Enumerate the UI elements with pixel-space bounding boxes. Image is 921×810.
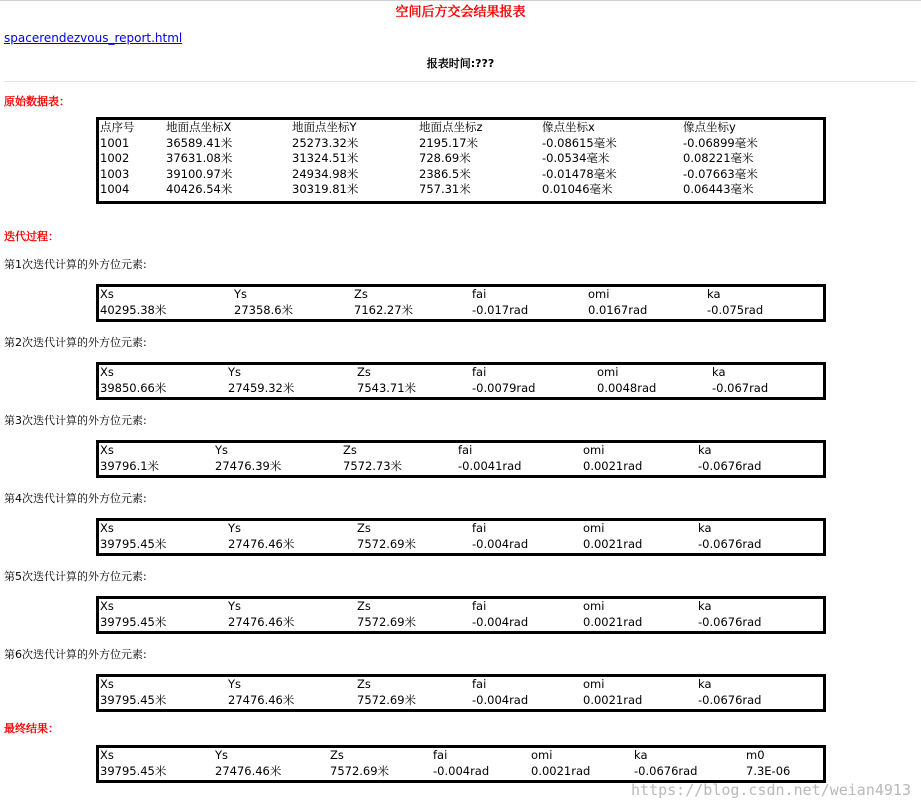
table-cell: 39795.45米 (100, 536, 167, 551)
table-row (99, 136, 823, 152)
table-cell: 39100.97米 (166, 166, 233, 181)
table-cell: -0.017rad (472, 302, 529, 317)
report-link[interactable]: spacerendezvous_report.html (4, 31, 183, 45)
table-row (99, 764, 823, 780)
table-header-cell: fai (472, 599, 487, 613)
table-cell: 757.31米 (419, 182, 471, 196)
iteration-5-table (96, 596, 826, 634)
iteration-1-label: 第1次迭代计算的外方位元素: (4, 258, 147, 271)
table-header-cell: omi (583, 599, 605, 613)
table-header-cell: Zs (357, 677, 371, 691)
table-header-cell: omi (583, 521, 605, 535)
table-cell: 728.69米 (419, 151, 471, 165)
table-header-cell: ka (707, 287, 721, 301)
table-cell: -0.0676rad (634, 763, 698, 778)
table-cell: 27476.46米 (228, 536, 295, 551)
iteration-5-label: 第5次迭代计算的外方位元素: (4, 570, 147, 583)
table-cell: 27358.6米 (234, 302, 294, 317)
top-divider (0, 0, 921, 1)
table-cell: 25273.32米 (292, 135, 359, 150)
header-divider (4, 81, 917, 82)
iteration-3-table (96, 440, 826, 478)
section-final-title: 最终结果： (4, 722, 59, 735)
table-header-cell: Ys (228, 677, 242, 691)
table-cell: -0.0041rad (458, 458, 522, 473)
table-cell: 1004 (100, 182, 130, 196)
iteration-6-label: 第6次迭代计算的外方位元素: (4, 648, 147, 661)
table-cell: 36589.41米 (166, 135, 233, 150)
table-cell: 31324.51米 (292, 151, 359, 165)
table-cell: -0.004rad (433, 763, 490, 778)
table-header-cell: omi (583, 677, 605, 691)
table-cell: -0.0676rad (698, 614, 762, 629)
table-cell: 0.01046毫米 (542, 182, 613, 196)
table-cell: 2195.17米 (419, 135, 479, 150)
raw-data-table (96, 117, 826, 204)
table-header-cell: 地面点坐标Y (292, 120, 357, 134)
section-raw-title: 原始数据表： (4, 95, 70, 108)
table-cell: 7572.73米 (343, 458, 403, 473)
table-header-row (99, 365, 823, 381)
table-header-cell: Zs (357, 521, 371, 535)
table-cell: -0.0534毫米 (542, 151, 610, 165)
table-header-cell: fai (433, 748, 448, 762)
table-header-cell: 像点坐标y (683, 120, 736, 134)
table-cell: 0.0021rad (583, 536, 643, 551)
table-cell: -0.0676rad (698, 536, 762, 551)
table-row (99, 167, 823, 183)
table-cell: 0.0167rad (588, 302, 648, 317)
table-row (99, 182, 823, 198)
table-cell: 0.0021rad (531, 763, 591, 778)
page-title: 空间后方交会结果报表 (395, 5, 526, 20)
table-header-cell: fai (472, 677, 487, 691)
table-header-cell: Zs (354, 287, 368, 301)
table-cell: 0.0021rad (583, 692, 643, 707)
table-row (99, 615, 823, 631)
table-header-cell: Xs (100, 365, 114, 379)
table-header-cell: Ys (228, 365, 242, 379)
table-cell: 7572.69米 (357, 614, 417, 629)
iteration-2-table (96, 362, 826, 400)
table-cell: 27476.46米 (228, 692, 295, 707)
iteration-4-table (96, 518, 826, 556)
table-cell: 30319.81米 (292, 182, 359, 196)
table-header-cell: fai (458, 443, 473, 457)
table-header-cell: Zs (330, 748, 344, 762)
table-header-cell: Ys (228, 599, 242, 613)
table-cell: 27459.32米 (228, 380, 295, 395)
table-cell: 7.3E-06 (746, 763, 791, 778)
table-cell: -0.0676rad (698, 692, 762, 707)
table-header-cell: Zs (343, 443, 357, 457)
table-cell: -0.075rad (707, 302, 764, 317)
table-header-cell: 像点坐标x (542, 120, 595, 134)
table-cell: -0.01478毫米 (542, 166, 617, 181)
table-header-cell: fai (472, 287, 487, 301)
table-cell: -0.004rad (472, 614, 529, 629)
table-cell: -0.08615毫米 (542, 135, 617, 150)
table-cell: 39796.1米 (100, 458, 160, 473)
table-cell: 39850.66米 (100, 380, 167, 395)
table-cell: 7572.69米 (330, 763, 390, 778)
table-header-cell: Zs (357, 365, 371, 379)
table-cell: 1002 (100, 151, 130, 165)
watermark-text: https://blog.csdn.net/weian4913 (631, 781, 911, 799)
table-row (99, 151, 823, 167)
table-header-row (99, 120, 823, 136)
final-result-table (96, 745, 826, 783)
table-header-cell: m0 (746, 748, 765, 762)
table-header-cell: Xs (100, 599, 114, 613)
table-header-cell: Ys (234, 287, 248, 301)
table-header-cell: Ys (215, 443, 229, 457)
table-cell: 27476.39米 (215, 458, 282, 473)
table-row (99, 693, 823, 709)
table-cell: 1003 (100, 166, 130, 181)
table-header-cell: ka (698, 521, 712, 535)
table-row (99, 381, 823, 397)
table-cell: 39795.45米 (100, 692, 167, 707)
table-cell: 0.06443毫米 (683, 182, 754, 196)
table-header-cell: Ys (228, 521, 242, 535)
table-cell: 27476.46米 (215, 763, 282, 778)
table-cell: 0.08221毫米 (683, 151, 754, 165)
table-header-cell: omi (583, 443, 605, 457)
table-header-row (99, 443, 823, 459)
table-cell: -0.067rad (712, 380, 769, 395)
table-cell: 7572.69米 (357, 536, 417, 551)
table-header-row (99, 748, 823, 764)
table-cell: 2386.5米 (419, 166, 471, 181)
table-cell: 39795.45米 (100, 763, 167, 778)
table-cell: 0.0048rad (597, 380, 657, 395)
report-time: 报表时间:??? (426, 57, 495, 70)
iteration-3-label: 第3次迭代计算的外方位元素: (4, 414, 147, 427)
table-cell: 0.0021rad (583, 458, 643, 473)
table-cell: -0.0676rad (698, 458, 762, 473)
table-row (99, 459, 823, 475)
table-header-cell: Xs (100, 677, 114, 691)
table-cell: 40426.54米 (166, 182, 233, 196)
table-row (99, 303, 823, 319)
table-header-cell: 点序号 (100, 120, 135, 134)
table-cell: -0.06899毫米 (683, 135, 758, 150)
table-header-cell: fai (472, 365, 487, 379)
table-cell: -0.07663毫米 (683, 166, 758, 181)
table-header-cell: 地面点坐标z (419, 120, 483, 134)
table-cell: 24934.98米 (292, 166, 359, 181)
table-header-cell: ka (698, 443, 712, 457)
table-header-row (99, 599, 823, 615)
table-header-cell: Xs (100, 443, 114, 457)
table-header-row (99, 521, 823, 537)
table-header-cell: fai (472, 521, 487, 535)
table-header-row (99, 677, 823, 693)
table-header-row (99, 287, 823, 303)
table-header-cell: ka (712, 365, 726, 379)
table-header-cell: omi (597, 365, 619, 379)
table-header-cell: ka (698, 677, 712, 691)
table-header-cell: ka (634, 748, 648, 762)
table-header-cell: omi (531, 748, 553, 762)
table-header-cell: omi (588, 287, 610, 301)
iteration-1-table (96, 284, 826, 322)
table-cell: -0.0079rad (472, 380, 536, 395)
section-iteration-title: 迭代过程： (4, 230, 59, 243)
table-cell: 7543.71米 (357, 380, 417, 395)
table-cell: 0.0021rad (583, 614, 643, 629)
table-cell: -0.004rad (472, 692, 529, 707)
table-cell: 37631.08米 (166, 151, 233, 165)
table-header-cell: ka (698, 599, 712, 613)
table-cell: 40295.38米 (100, 302, 167, 317)
table-header-cell: Zs (357, 599, 371, 613)
table-cell: 1001 (100, 135, 130, 150)
table-cell: 39795.45米 (100, 614, 167, 629)
table-header-cell: Xs (100, 521, 114, 535)
table-header-cell: 地面点坐标X (166, 120, 232, 134)
table-cell: 7572.69米 (357, 692, 417, 707)
table-row (99, 537, 823, 553)
table-header-cell: Xs (100, 287, 114, 301)
table-header-cell: Xs (100, 748, 114, 762)
iteration-6-table (96, 674, 826, 712)
table-cell: -0.004rad (472, 536, 529, 551)
table-header-cell: Ys (215, 748, 229, 762)
iteration-4-label: 第4次迭代计算的外方位元素: (4, 492, 147, 505)
iteration-2-label: 第2次迭代计算的外方位元素: (4, 336, 147, 349)
table-cell: 27476.46米 (228, 614, 295, 629)
table-cell: 7162.27米 (354, 302, 414, 317)
